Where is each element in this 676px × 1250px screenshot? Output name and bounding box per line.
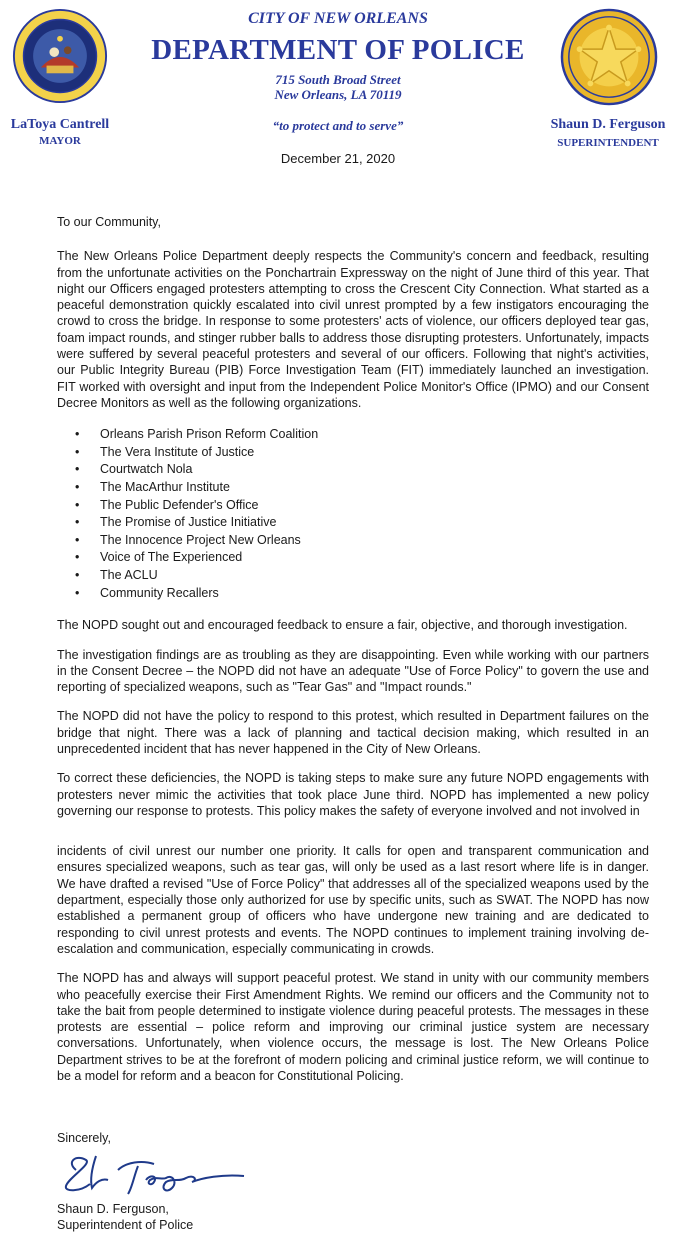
signer-name: Shaun D. Ferguson, (57, 1202, 169, 1216)
motto: “to protect and to serve” (272, 118, 404, 133)
list-item: • The ACLU (57, 567, 649, 585)
paragraph-corrections: To correct these deficiencies, the NOPD is taking steps to make sure any future NOPD engagements with protesters never mimic the activities that took place June third. NOPD has implemented a new policy governing our response to protests. This policy makes the safety of everyone involved and not involved in (57, 771, 649, 818)
city-heading: CITY OF NEW ORLEANS (248, 10, 428, 27)
superintendent-name: Shaun D. Ferguson (550, 117, 666, 132)
list-item: • Courtwatch Nola (57, 461, 649, 479)
paragraph-feedback: The NOPD sought out and encouraged feedback to ensure a fair, objective, and thorough investigation. (57, 618, 628, 633)
paragraph-findings: The investigation findings are as troubling as they are disappointing. Even while working with our partners in the Consent Decree – the NOPD did not have an adequate "Use of Force Policy" to govern the use and reporting of specialized weapons, such as "Tear Gas" and "Impact rounds." (57, 647, 649, 695)
list-item: • Orleans Parish Prison Reform Coalition (57, 426, 649, 444)
salutation: To our Community, (57, 215, 161, 229)
paragraph-new-policy: incidents of civil unrest our number one priority. It calls for open and transparent communication and ensures specialized weapons, such as tear gas, will only be used as a last resort where life is in danger. We have drafted a revised "Use of Force Policy" that addresses all of the specialized weapons used by the department, especially those only authorized for use by specific units, such as SWAT. The NOPD has now established a permanent group of officers who have undergone new training and are dedicated to responding to civil unrest protests and events. The NOPD continues to implement training involving de-escalation and communication, especially communicating in crowds. (57, 844, 649, 956)
closing: Sincerely, (57, 1131, 111, 1145)
address-line-2: New Orleans, LA 70119 (274, 87, 402, 102)
paragraph-incident: The New Orleans Police Department deeply respects the Community's concern and feedback, resulting from the unfortunate activities on the Ponchartrain Expressway on the night of June third of this year. That night our Officers engaged protesters attempting to cross the Crescent City Connection. What started as a peaceful demonstration quickly escalated into civil unrest prompted by a few instigators encouraging the crowd to cross the bridge. In response to some protesters' acts of violence, our officers deployed tear gas, foam impact rounds, and stinger rubber balls to address those disrupting protesters. Unfortunately, impacts were suffered by several peaceful protesters and several of our officers. Following that night's activities, our Public Integrity Bureau (PIB) Force Investigation Team (FIT) immediately launched an investigation. FIT worked with oversight and input from the Independent Police Monitor's Office (IPMO) and our Consent Decree Monitors as well as the following organizations. (57, 249, 649, 410)
list-item: • The Public Defender's Office (57, 497, 649, 515)
letter-body (57, 214, 649, 1084)
superintendent-title: SUPERINTENDENT (557, 137, 659, 149)
letter-date: December 21, 2020 (280, 151, 396, 166)
department-heading: DEPARTMENT OF POLICE (151, 34, 525, 66)
paragraph-peaceful-protest: The NOPD has and always will support peaceful protest. We stand in unity with our community members who peacefully exercise their First Amendment Rights. We remind our officers and the Community not to take the bait from people determined to instigate violence during peaceful protests. The messages in these protests are essential – police reform and improving our criminal justice system are necessary conversations. Unfortunately, when violence occurs, the message is lost. The New Orleans Police Department strives to be at the forefront of modern policing and criminal justice reform, we will continue to be a model for reform and a beacon for Constitutional Policing. (57, 971, 649, 1084)
letterhead (0, 0, 676, 166)
list-item: • The Vera Institute of Justice (57, 444, 649, 462)
mayor-title: MAYOR (39, 135, 81, 147)
signature-icon (62, 1148, 252, 1198)
paragraph-policy-failures: The NOPD did not have the policy to respond to this protest, which resulted in Department failures on the bridge that night. There was a lack of planning and tactical decision making, which resulted in an unprecedented incident that has never happened in the City of New Orleans. (57, 709, 649, 756)
list-item: • Voice of The Experienced (57, 549, 649, 567)
signer-title: Superintendent of Police (57, 1218, 194, 1232)
list-item: • The Innocence Project New Orleans (57, 532, 649, 550)
address-line-1: 715 South Broad Street (275, 72, 401, 87)
mayor-name: LaToya Cantrell (10, 117, 110, 132)
list-item: • The Promise of Justice Initiative (57, 514, 649, 532)
organization-list (57, 426, 649, 602)
list-item: • Community Recallers (57, 585, 649, 603)
list-item: • The MacArthur Institute (57, 479, 649, 497)
